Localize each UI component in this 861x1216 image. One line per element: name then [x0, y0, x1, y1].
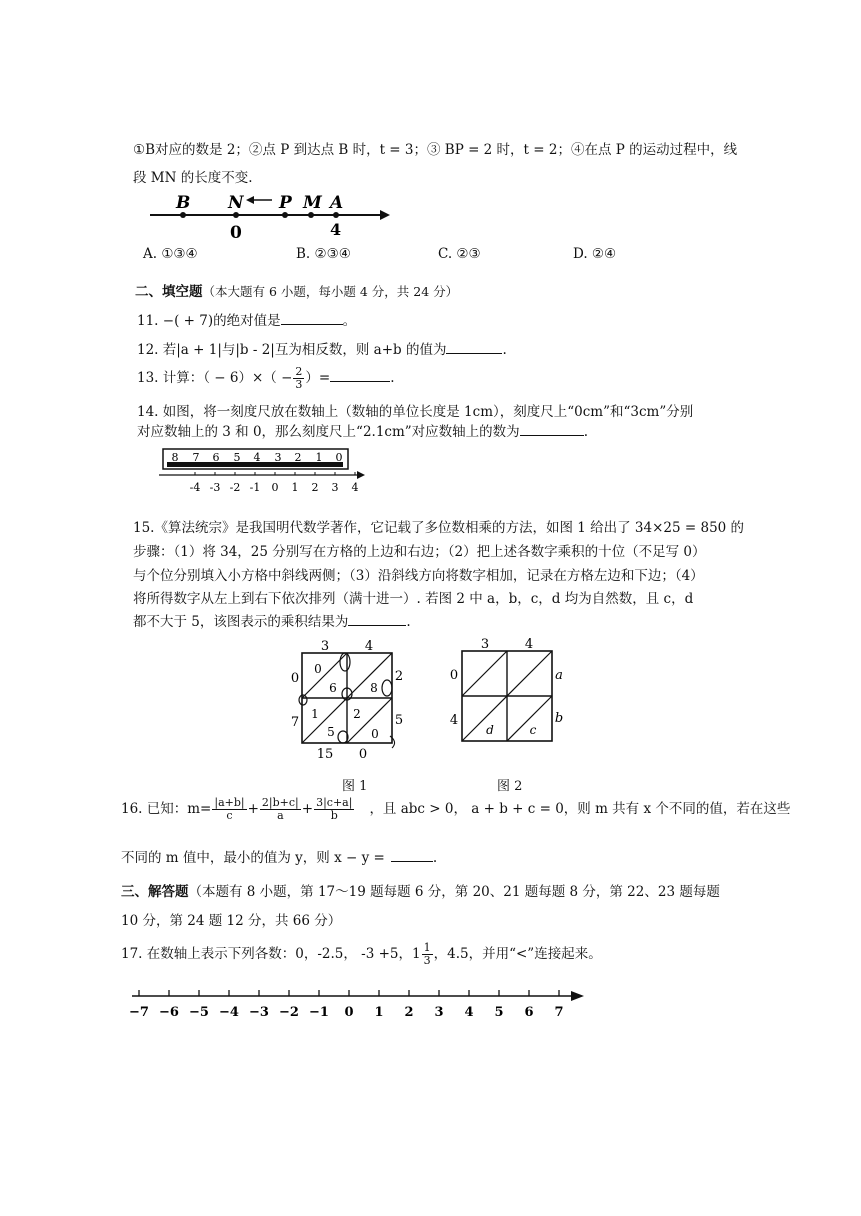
ruler-6: 6	[212, 451, 220, 464]
q15-blank	[348, 613, 406, 626]
axis-neg4: -4	[189, 481, 201, 494]
fig2-left-4: 4	[449, 713, 459, 728]
fig1-right-5: 5	[394, 713, 404, 728]
fig2-left-0: 0	[449, 668, 459, 683]
q17-axis-label: 4	[464, 1005, 474, 1020]
label-B: B	[176, 193, 191, 213]
q11	[137, 309, 356, 329]
ruler-8: 8	[171, 451, 179, 464]
q16-line2-text: 不同的 m 值中，最小的值为 y，则 x − y =	[121, 850, 385, 866]
label-M: M	[303, 193, 322, 213]
fig2-cell-d: d	[486, 723, 494, 737]
fig2-right-b: b	[554, 711, 564, 726]
q17-axis-label: 7	[554, 1005, 564, 1020]
axis-neg2: -2	[229, 481, 241, 494]
section3-heading	[121, 880, 720, 900]
q14-line1: 14. 如图，将一刻度尺放在数轴上（数轴的单位长度是 1cm），刻度尺上“0cm”和“3cm”分别	[137, 404, 694, 420]
ruler-1: 1	[315, 451, 323, 464]
label-four: 4	[330, 220, 342, 239]
q17-mixed-whole: 1	[412, 946, 421, 962]
q16-prefix: 16. 已知：m=	[121, 801, 212, 817]
fig2-right-a: a	[555, 668, 563, 683]
q10-option-a: A. ①③④	[143, 246, 198, 262]
q17-axis-label: −1	[309, 1005, 329, 1020]
axis-neg3: -3	[209, 481, 221, 494]
q17-axis-label: 3	[434, 1005, 444, 1020]
q14-line2-text: 对应数轴上的 3 和 0，那么刻度尺上“2.1cm”对应数轴上的数为	[137, 424, 520, 440]
q17-axis-label: −7	[129, 1005, 149, 1020]
fig1-cell-0: 0	[314, 662, 322, 676]
q11-end: 。	[342, 313, 357, 329]
q12-end: .	[502, 342, 507, 358]
q13	[137, 366, 395, 391]
q13-fraction: $\frac{2}{3}$	[295, 365, 303, 391]
fig1-bottom-0: 0	[358, 747, 368, 762]
q16-line1: 16. 已知：m= $\frac{|a+b|}{c}$ + $\frac{2|b+c|}{a}$ + $\frac{3|c+a|}{b}$ ，且 abc > 0， a + b + c = 0，则 m 共有 x 个不同的值，若在这些	[121, 796, 791, 822]
fig1-cell-1: 1	[311, 707, 319, 721]
label-P: P	[279, 193, 292, 213]
fig1-left-7: 7	[290, 715, 300, 730]
q17-axis-label: 0	[344, 1005, 354, 1020]
label-N: N	[228, 193, 244, 213]
fig1-bottom-15: 15	[316, 747, 334, 762]
axis-2: 2	[311, 481, 319, 494]
q15-end: .	[406, 614, 411, 630]
q17-text: 17. 在数轴上表示下列各数：0，-2.5， -3 +5，	[121, 946, 413, 962]
section3-desc2: 10 分，第 24 题 12 分，共 66 分）	[121, 913, 342, 929]
ruler-2: 2	[294, 451, 302, 464]
q15-line5-text: 都不大于 5，该图表示的乘积结果为	[133, 614, 349, 630]
q13-text2: ）=	[305, 370, 331, 386]
fig1-left-0: 0	[290, 671, 300, 686]
q10-line2: 段 MN 的长度不变.	[133, 170, 253, 186]
fig1-caption: 图 1	[342, 779, 368, 794]
fig2-cell-c: c	[529, 723, 537, 737]
q16-frac2: $\frac{2|b+c|}{a}$	[261, 796, 299, 822]
q17-axis-label: −3	[249, 1005, 269, 1020]
fig1-cell-6: 6	[329, 681, 337, 695]
axis-0: 0	[271, 481, 279, 494]
q13-end: .	[390, 370, 395, 386]
q15-figure1	[285, 636, 415, 766]
fig2-caption: 图 2	[497, 779, 523, 794]
q17-line	[121, 942, 602, 967]
q14-blank	[520, 423, 584, 436]
fig1-cell-2: 2	[353, 707, 361, 721]
q13-text: 13. 计算：（ − 6）×（ −	[137, 370, 293, 386]
section3-title: 三、解答题	[121, 884, 189, 900]
q11-blank	[281, 312, 343, 325]
q16-frac3: $\frac{3|c+a|}{b}$	[316, 796, 353, 822]
q17-number-line	[122, 982, 592, 1026]
q10-number-line	[140, 190, 400, 240]
q17-text2: ，4.5，并用“<”连接起来。	[433, 946, 602, 962]
q10-option-b: B. ②③④	[296, 246, 351, 262]
fig1-cell-5: 5	[327, 725, 335, 739]
axis-neg1: -1	[249, 481, 261, 494]
q12-blank	[446, 341, 502, 354]
q15-line5	[133, 610, 411, 630]
q15-line3: 与个位分别填入小方格中斜线两侧；（3）沿斜线方向将数字相加，记录在方格左边和下边；（4）	[133, 568, 704, 584]
q16-blank	[391, 849, 433, 862]
q17-axis-label: 2	[404, 1005, 414, 1020]
q15-line1: 15.《算法统宗》是我国明代数学著作，它记载了多位数相乘的方法，如图 1 给出了 34×25 = 850 的	[133, 520, 745, 536]
q10-option-c: C. ②③	[438, 246, 481, 262]
q16-line2	[121, 846, 437, 866]
q15-line4: 将所得数字从左上到右下依次排列（满十进一）. 若图 2 中 a，b，c，d 均为自然数，且 c，d	[133, 591, 694, 607]
q17-axis-label: 6	[524, 1005, 534, 1020]
q14-end: .	[583, 424, 588, 440]
fig1-top-3: 3	[320, 639, 330, 654]
q14-line2	[137, 420, 588, 440]
fig1-right-2: 2	[394, 669, 404, 684]
q16-end: .	[432, 850, 438, 866]
q10-option-d: D. ②④	[573, 246, 617, 262]
q17-axis-label: −5	[189, 1005, 209, 1020]
q11-text: 11. −( + 7)的绝对值是	[137, 313, 281, 329]
q17-axis-label: 5	[494, 1005, 504, 1020]
q17-axis-label: 1	[374, 1005, 384, 1020]
q15-line2: 步骤：（1）将 34，25 分别写在方格的上边和右边；（2）把上述各数字乘积的十位（不足写 0）	[133, 544, 706, 560]
q17-axis-label: −2	[279, 1005, 299, 1020]
q17-axis-label: −6	[159, 1005, 179, 1020]
fig2-top-4: 4	[524, 637, 534, 652]
label-zero: 0	[230, 223, 242, 240]
axis-3: 3	[331, 481, 339, 494]
q10-line1: ①B对应的数是 2；②点 P 到达点 B 时，t = 3；③ BP = 2 时，t = 2；④在点 P 的运动过程中，线	[133, 142, 738, 158]
q15-figure2	[447, 636, 577, 746]
q12-text: 12. 若|a + 1|与|b - 2|互为相反数，则 a+b 的值为	[137, 342, 447, 358]
axis-1: 1	[291, 481, 299, 494]
q14-ruler-figure	[155, 445, 370, 501]
section2-heading	[135, 280, 458, 300]
q13-blank	[330, 369, 390, 382]
fig1-cell-8: 8	[370, 681, 378, 695]
q17-mixed-frac: $\frac{1}{3}$	[423, 941, 431, 967]
ruler-5: 5	[233, 451, 241, 464]
q17-axis-label: −4	[219, 1005, 239, 1020]
fig2-top-3: 3	[480, 637, 490, 652]
q16-frac1: $\frac{|a+b|}{c}$	[214, 796, 245, 822]
ruler-4: 4	[253, 451, 261, 464]
ruler-0: 0	[335, 451, 343, 464]
fig1-top-4: 4	[364, 639, 374, 654]
section2-title: 二、填空题	[135, 284, 203, 300]
ruler-7: 7	[192, 451, 200, 464]
section2-desc: （本大题有 6 小题，每小题 4 分，共 24 分）	[202, 284, 459, 299]
section3-desc: （本题有 8 小题，第 17～19 题每题 6 分，第 20、21 题每题 8 分，第 22、23 题每题	[188, 884, 720, 900]
ruler-3: 3	[274, 451, 282, 464]
label-A: A	[330, 193, 344, 213]
axis-4: 4	[351, 481, 359, 494]
fig1-cell-0b: 0	[371, 727, 379, 741]
q12	[137, 338, 507, 358]
q16-text: ，且 abc > 0， a + b + c = 0，则 m 共有 x 个不同的值，若在这些	[369, 801, 791, 817]
